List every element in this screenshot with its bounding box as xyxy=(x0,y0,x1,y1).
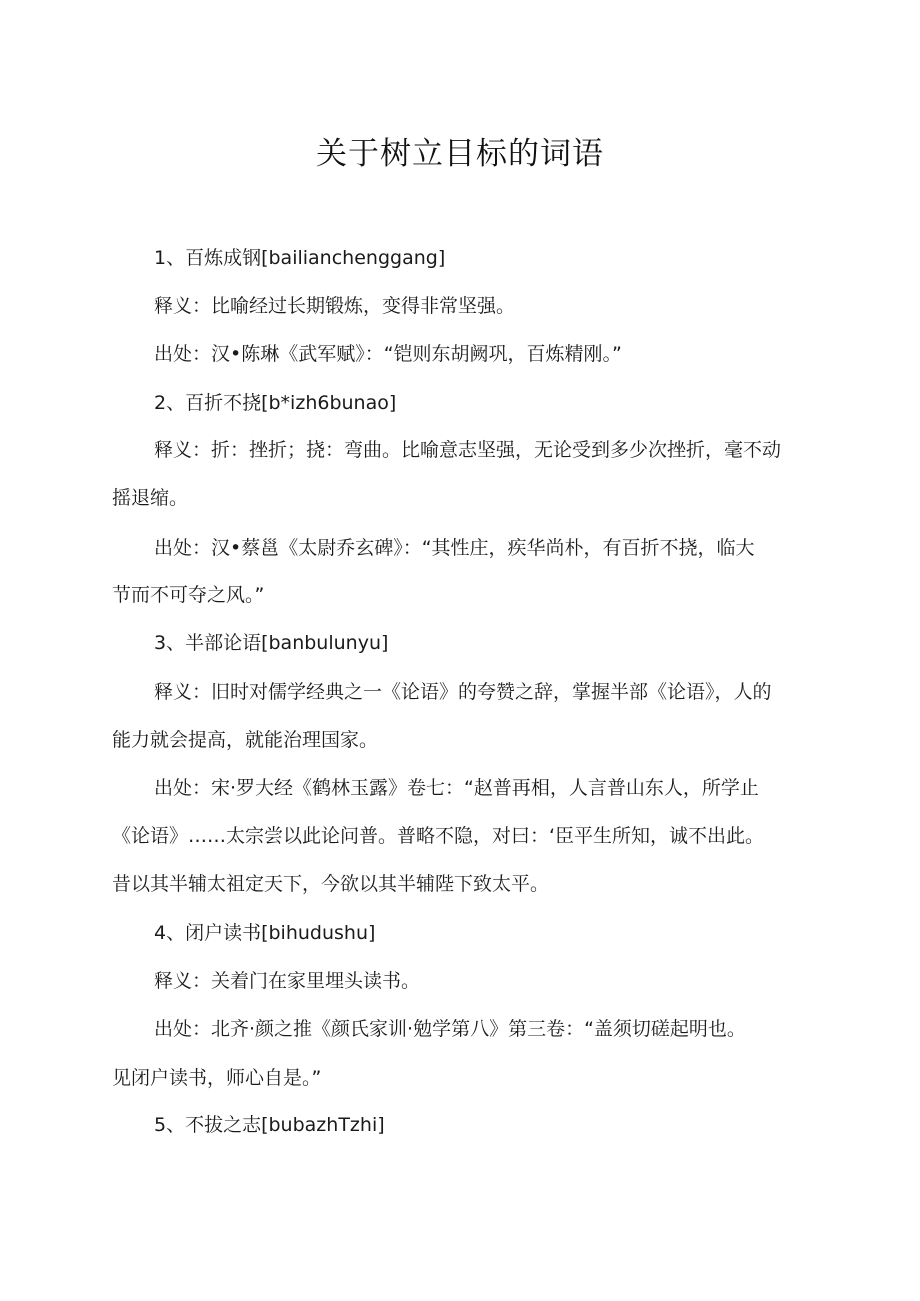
entry-4-meaning: 释义：关着门在家里埋头读书。 xyxy=(154,970,421,992)
entry-3-source-line-1: 出处：宋·罗大经《鹤林玉露》卷七：“赵普再相，人言普山东人，所学止 xyxy=(154,777,759,799)
entry-1-heading: 1、百炼成钢[bailianchenggang] xyxy=(154,247,446,269)
entry-2-heading: 2、百折不挠[b*izh6bunao] xyxy=(154,392,397,414)
entry-2-source-line-2: 节而不可夺之风。” xyxy=(112,584,265,606)
entry-3-heading: 3、半部论语[banbulunyu] xyxy=(154,632,389,654)
entry-3-source-line-3: 昔以其半辅太祖定天下，今欲以其半辅陛下致太平。 xyxy=(112,873,550,895)
entry-2-meaning-line-1: 释义：折：挫折；挠：弯曲。比喻意志坚强，无论受到多少次挫折，毫不动 xyxy=(154,439,782,461)
entry-2-source-line-1: 出处：汉•蔡邕《太尉乔玄碑》：“其性庄，疾华尚朴，有百折不挠，临大 xyxy=(154,537,755,559)
entry-1-source: 出处：汉•陈琳《武军赋》：“铠则东胡阙巩，百炼精刚。” xyxy=(154,343,622,365)
entry-3-meaning-line-1: 释义：旧时对儒学经典之一《论语》的夸赞之辞，掌握半部《论语》，人的 xyxy=(154,681,772,703)
entry-2-meaning-line-2: 摇退缩。 xyxy=(112,487,189,509)
entry-4-source-line-1: 出处：北齐·颜之推《颜氏家训·勉学第八》第三卷：“盖须切磋起明也。 xyxy=(154,1018,746,1040)
entry-4-heading: 4、闭户读书[bihudushu] xyxy=(154,922,376,944)
entry-4-source-line-2: 见闭户读书，师心自是。” xyxy=(112,1067,322,1089)
entry-1-meaning: 释义：比喻经过长期锻炼，变得非常坚强。 xyxy=(154,295,516,317)
entry-3-meaning-line-2: 能力就会提高，就能治理国家。 xyxy=(112,729,379,751)
entry-3-source-line-2: 《论语》……太宗尝以此论问普。普略不隐，对曰：‘臣平生所知，诚不出此。 xyxy=(112,825,765,847)
page-title: 关于树立目标的词语 xyxy=(316,136,604,172)
entry-5-heading: 5、不拔之志[bubazhTzhi] xyxy=(154,1114,385,1136)
